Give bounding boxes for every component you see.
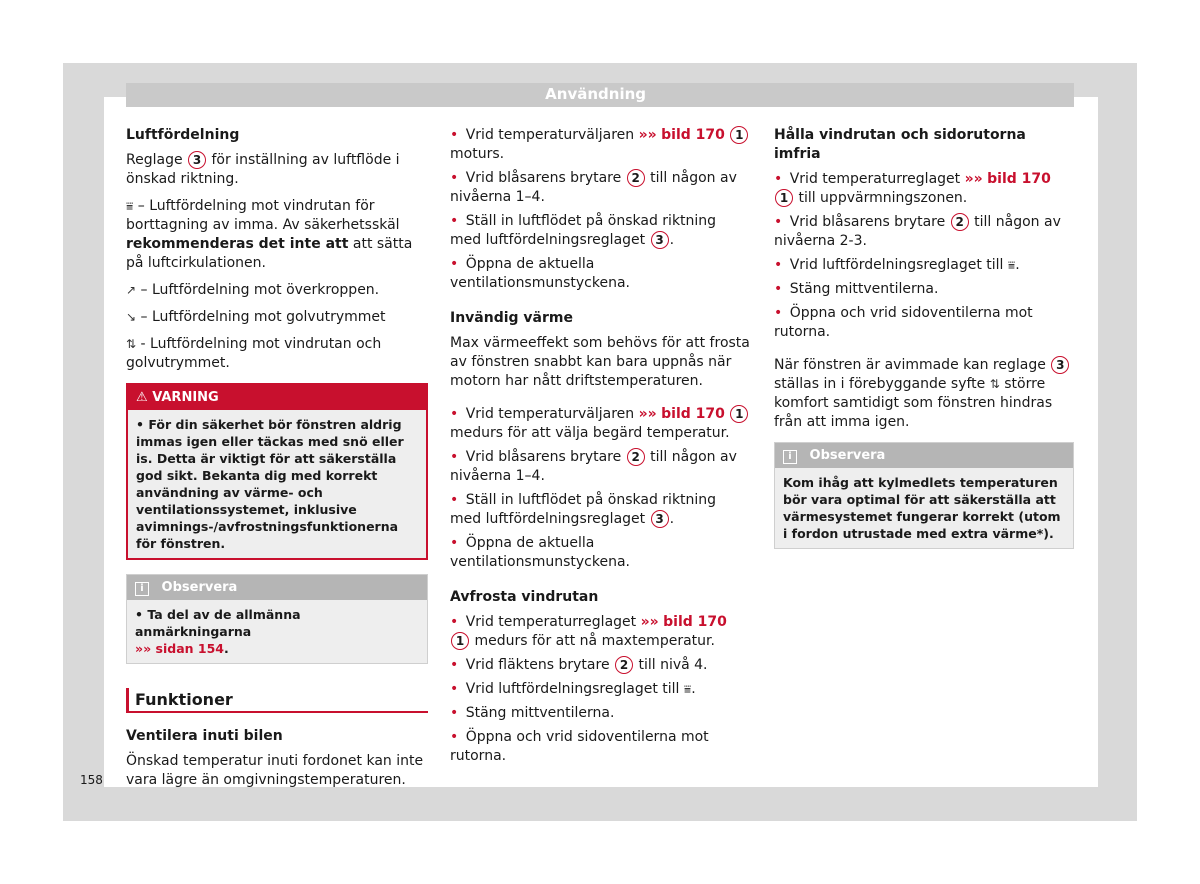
column-1 [126, 126, 428, 798]
bullet: • [450, 449, 459, 465]
text: Vrid luftfördelningsreglaget till [465, 681, 680, 697]
note-box [126, 574, 428, 664]
text: Ställ in luftflödet på önskad riktning med luftfördelningsreglaget [450, 213, 717, 248]
callout-number: 2 [627, 448, 645, 466]
note-header [127, 575, 427, 600]
callout-number: 3 [651, 510, 669, 528]
link-arrow-icon: »» [640, 614, 659, 630]
airflow-footwell-icon: ↘ [126, 310, 137, 324]
text: till uppvärmningszonen. [798, 190, 968, 206]
text: Vrid blåsarens brytare [789, 214, 946, 230]
bullet: • [450, 256, 459, 272]
link-arrow-icon: »» [638, 406, 657, 422]
list-item [450, 491, 750, 529]
page-link[interactable]: sidan 154 [155, 641, 224, 656]
figure-link[interactable]: bild 170 [663, 614, 727, 630]
section-title-funktioner: Funktioner [126, 688, 428, 713]
warning-header [128, 385, 426, 410]
note-body [127, 600, 427, 663]
callout-number: 2 [951, 213, 969, 231]
link-arrow-icon: »» [964, 171, 983, 187]
paragraph: Önskad temperatur inuti fordonet kan inte vara lägre än omgivningstemperaturen. [126, 753, 424, 788]
text: Vrid temperaturväljaren [465, 127, 635, 143]
paragraph [774, 356, 1074, 432]
list-item [450, 169, 750, 207]
paragraph [126, 335, 428, 373]
text: Ställ in luftflödet på önskad riktning med luftfördelningsreglaget [450, 492, 717, 527]
text: till nivå 4. [638, 657, 708, 673]
text: När fönstren är avimmade kan reglage [774, 357, 1046, 373]
warning-label: VARNING [152, 390, 219, 405]
callout-number: 1 [730, 126, 748, 144]
text: Öppna de aktuella ventilationsmunstyckena. [450, 256, 631, 291]
text: större komfort samtidigt som fönstren hindras från att imma igen. [774, 376, 1053, 430]
column-3 [774, 126, 1074, 563]
info-icon: i [783, 450, 797, 464]
heading-avfrosta: Avfrosta vindrutan [450, 589, 599, 605]
note-label: Observera [809, 448, 886, 463]
warning-box [126, 383, 428, 560]
bold-text: rekommenderas det inte att [126, 236, 349, 252]
list-item [450, 613, 750, 651]
list-item [450, 448, 750, 486]
text: – Luftfördelning mot överkroppen. [140, 282, 380, 298]
text: medurs för att nå maxtemperatur. [474, 633, 715, 649]
airflow-upper-body-icon: ↗ [126, 283, 137, 297]
text: ställas in i förebyggande syfte [774, 376, 986, 392]
list-item: • Vrid luftfördelningsreglaget till ⩸. [450, 681, 696, 697]
text: Vrid temperaturreglaget [789, 171, 961, 187]
text: till någon av nivåerna 2-3. [774, 214, 1061, 249]
text: medurs för att välja begärd temperatur. [450, 425, 730, 441]
note-header [775, 443, 1073, 468]
list-item [774, 280, 1074, 299]
bullet: • [774, 257, 783, 273]
link-arrow-icon: »» [638, 127, 657, 143]
list-item [450, 534, 750, 572]
list-item [450, 255, 750, 293]
text: Vrid temperaturväljaren [465, 406, 635, 422]
heading-luftfordelning: Luftfördelning [126, 127, 240, 143]
text: moturs. [450, 146, 505, 162]
text: att sätta på luftcirkulationen. [126, 236, 413, 271]
text: Vrid blåsarens brytare [465, 449, 622, 465]
figure-link[interactable]: bild 170 [987, 171, 1051, 187]
note-body: Kom ihåg att kylmedlets temperaturen bör vara optimal för att säkerställa att värmesystemet fungerar korrekt (utom i fordon utrustade med extra värme*). [775, 468, 1073, 548]
text: Vrid fläktens brytare [465, 657, 610, 673]
column-2 [450, 126, 750, 771]
text: . [669, 232, 675, 248]
text: till någon av nivåerna 1–4. [450, 170, 737, 205]
bullet: • [774, 305, 783, 321]
airflow-windshield-footwell-icon: ⇅ [989, 377, 1000, 391]
heading-ventilera: Ventilera inuti bilen [126, 728, 283, 744]
bullet: • [450, 127, 459, 143]
text: Öppna de aktuella ventilationsmunstyckena. [450, 535, 631, 570]
list-item [450, 126, 750, 164]
page-number: 158 [80, 773, 103, 787]
bullet: • [136, 417, 144, 432]
paragraph [126, 281, 428, 300]
callout-number: 2 [627, 169, 645, 187]
text: . [669, 511, 675, 527]
callout-number: 3 [1051, 356, 1069, 374]
list-item [450, 405, 750, 443]
text: – Luftfördelning mot vindrutan för borttagning av imma. Av säkerhetsskäl [126, 198, 400, 233]
windshield-defrost-icon: ⩸ [1007, 258, 1016, 272]
paragraph [126, 151, 428, 189]
bullet: • [450, 614, 459, 630]
list-item [450, 656, 750, 675]
callout-number: 3 [651, 231, 669, 249]
figure-link[interactable]: bild 170 [661, 127, 725, 143]
bullet: • [450, 705, 459, 721]
list-item [774, 170, 1074, 208]
section-header-bar [126, 83, 1074, 107]
link-arrow-icon: »» [135, 641, 152, 656]
info-icon: i [135, 582, 149, 596]
text: till någon av nivåerna 1–4. [450, 449, 737, 484]
callout-number: 1 [775, 189, 793, 207]
text: Vrid blåsarens brytare [465, 170, 622, 186]
text: Öppna och vrid sidoventilerna mot rutorna. [450, 729, 709, 764]
warning-body [128, 410, 426, 558]
windshield-defrost-icon: ⩸ [683, 682, 692, 696]
bullet: • [450, 492, 459, 508]
heading-halla-imfria: Hålla vindrutan och sidorutorna imfria [774, 127, 1026, 162]
callout-number: 1 [451, 632, 469, 650]
figure-link[interactable]: bild 170 [661, 406, 725, 422]
text: för inställning av luftflöde i önskad riktning. [126, 152, 400, 187]
bullet: • [450, 535, 459, 551]
list-item: • Vrid luftfördelningsreglaget till ⩸. [774, 257, 1020, 273]
text: Vrid temperaturreglaget [465, 614, 637, 630]
callout-number: 1 [730, 405, 748, 423]
text: Öppna och vrid sidoventilerna mot rutorna. [774, 305, 1033, 340]
text: – Luftfördelning mot golvutrymmet [140, 309, 386, 325]
section-header-title: Användning [545, 85, 646, 103]
bullet: • [774, 214, 783, 230]
warning-icon: ⚠ [136, 390, 148, 405]
bullet: • [450, 657, 459, 673]
text: Stäng mittventilerna. [789, 281, 939, 297]
list-item [774, 213, 1074, 251]
text: Vrid luftfördelningsreglaget till [789, 257, 1004, 273]
bullet: • [450, 406, 459, 422]
bullet: • [450, 681, 459, 697]
note-text: Ta del av de allmänna anmärkningarna [135, 607, 301, 639]
bullet: • [450, 170, 459, 186]
bullet: • [450, 729, 459, 745]
list-item [450, 704, 750, 723]
text: Stäng mittventilerna. [465, 705, 615, 721]
list-item [450, 728, 750, 766]
note-box [774, 442, 1074, 549]
heading-invandig-varme: Invändig värme [450, 310, 573, 326]
callout-number: 2 [615, 656, 633, 674]
text: . [223, 641, 229, 656]
airflow-windshield-footwell-icon: ⇅ [126, 337, 137, 351]
windshield-defrost-icon: ⩸ [126, 199, 134, 213]
text: Reglage [126, 152, 183, 168]
list-item [450, 212, 750, 250]
bullet: • [135, 607, 143, 622]
note-label: Observera [161, 580, 238, 595]
paragraph [126, 308, 428, 327]
bullet: • [774, 171, 783, 187]
bullet: • [450, 213, 459, 229]
bullet: • [774, 281, 783, 297]
list-item [774, 304, 1074, 342]
paragraph [126, 197, 428, 273]
paragraph: Max värmeeffekt som behövs för att frosta av fönstren snabbt kan bara uppnås när motorn har nått driftstemperaturen. [450, 335, 750, 389]
text: - Luftfördelning mot vindrutan och golvutrymmet. [126, 336, 382, 371]
callout-number: 3 [188, 151, 206, 169]
warning-text: För din säkerhet bör fönstren aldrig immas igen eller täckas med snö eller is. Detta är viktigt för att säkerställa god sikt. Bekanta dig med korrekt användning av värme- och ventilationssystemet, inklusive avimnings-/avfrostningsfunktionerna för fönstren. [136, 417, 404, 551]
